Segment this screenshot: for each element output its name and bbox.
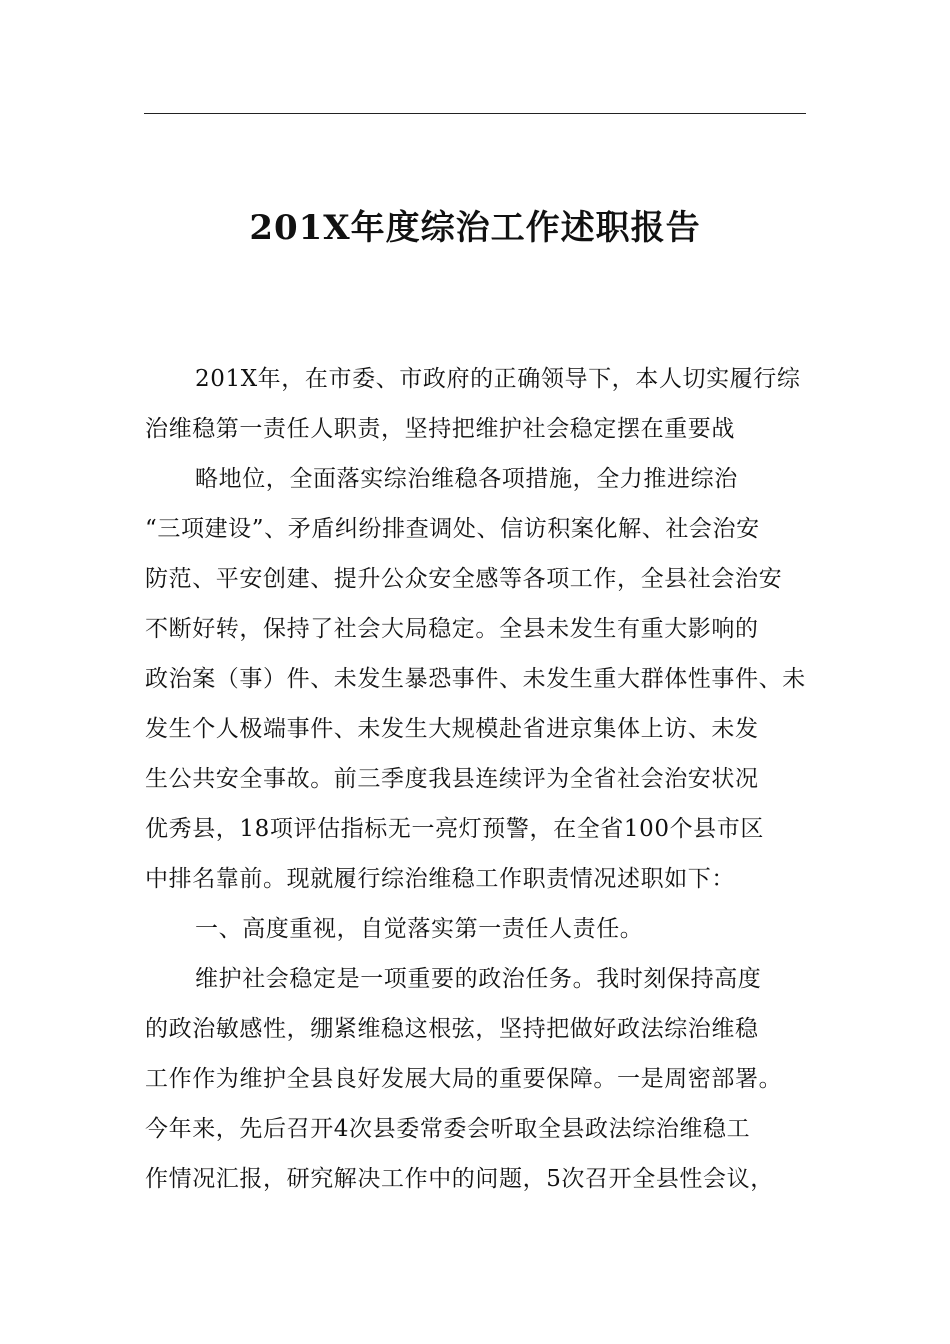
body-line-7: 政治案（事）件、未发生暴恐事件、未发生重大群体性事件、未 [145, 666, 806, 692]
body-line-8: 发生个人极端事件、未发生大规模赴省进京集体上访、未发 [145, 716, 759, 742]
body-line-2: 治维稳第一责任人职责，坚持把维护社会稳定摆在重要战 [145, 416, 735, 442]
body-line-5: 防范、平安创建、提升公众安全感等各项工作，全县社会治安 [145, 566, 783, 592]
body-line-16: 今年来，先后召开4次县委常委会听取全县政法综治维稳工 [145, 1116, 751, 1142]
body-line-15: 工作作为维护全县良好发展大局的重要保障。一是周密部署。 [145, 1066, 783, 1092]
body-line-1: 201X年，在市委、市政府的正确领导下，本人切实履行综 [195, 366, 801, 392]
header-rule [144, 113, 806, 114]
body-line-6: 不断好转，保持了社会大局稳定。全县未发生有重大影响的 [145, 616, 759, 642]
body-line-9: 生公共安全事故。前三季度我县连续评为全省社会治安状况 [145, 766, 759, 792]
document-title: 201X年度综治工作述职报告 [249, 208, 701, 248]
body-line-17: 作情况汇报，研究解决工作中的问题，5次召开全县性会议， [145, 1166, 774, 1192]
body-line-3: 略地位，全面落实综治维稳各项措施，全力推进综治 [195, 466, 738, 492]
section-heading-1: 一、高度重视，自觉落实第一责任人责任。 [195, 916, 644, 942]
body-line-14: 的政治敏感性，绷紧维稳这根弦，坚持把做好政法综治维稳 [145, 1016, 759, 1042]
body-line-11: 中排名靠前。现就履行综治维稳工作职责情况述职如下： [145, 866, 735, 892]
body-line-10: 优秀县，18项评估指标无一亮灯预警，在全省100个县市区 [145, 816, 764, 842]
body-line-13: 维护社会稳定是一项重要的政治任务。我时刻保持高度 [195, 966, 762, 992]
body-line-4: “三项建设”、矛盾纠纷排查调处、信访积案化解、社会治安 [145, 516, 760, 542]
